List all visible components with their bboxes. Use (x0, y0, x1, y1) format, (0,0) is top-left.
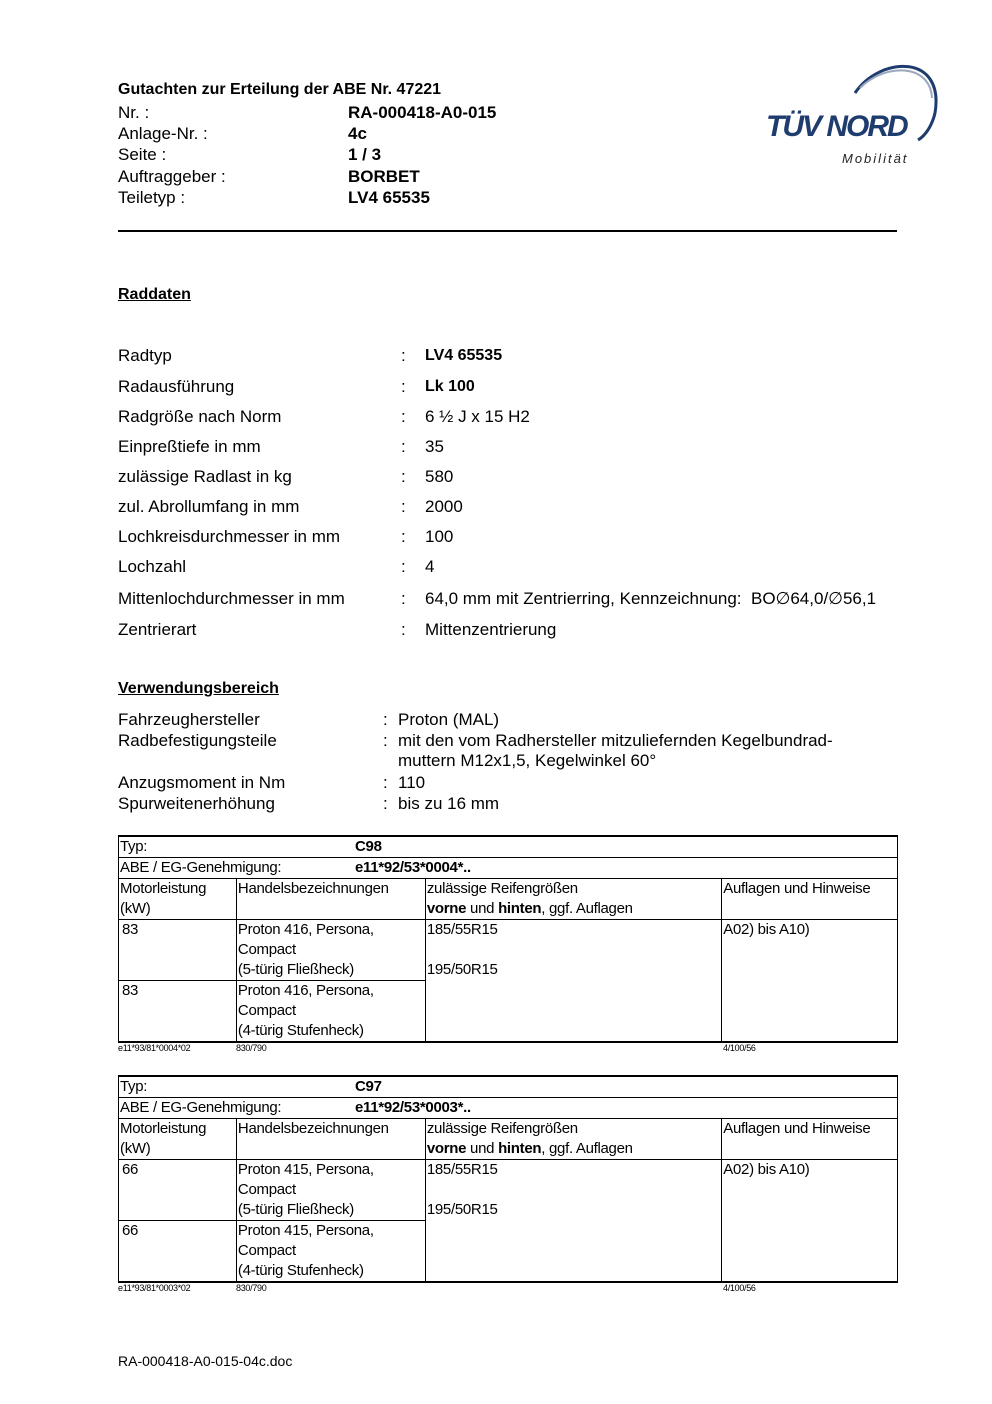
name-cell (236, 1160, 425, 1221)
body: (5-türig Fließheck) (237, 1201, 354, 1218)
col-reifen (425, 1119, 721, 1160)
table-row (119, 1160, 898, 1221)
verwendung-label: Fahrzeughersteller (118, 710, 260, 729)
raddaten-label: Lochzahl (118, 557, 187, 576)
verwendung-value: mit den vom Radhersteller mitzuliefernden Kegelbundrad-muttern M12x1,5, Kegelwinkel 60° (398, 731, 833, 770)
logo-name: TÜV NORD (766, 110, 907, 143)
verwendung-heading: Verwendungsbereich (118, 680, 279, 697)
colon: : (401, 589, 406, 608)
header-label-auftraggeber: Auftraggeber : (118, 167, 226, 186)
name: Proton 415, Persona, Compact (237, 1222, 374, 1259)
col-auflagen: Auflagen und Hinweise (722, 1119, 898, 1160)
typ-label: Typ: (120, 838, 148, 855)
col-reifen (425, 879, 721, 920)
name: Proton 416, Persona, Compact (237, 982, 374, 1019)
body: (5-türig Fließheck) (237, 961, 354, 978)
raddaten-value: Mittenzentrierung (425, 620, 557, 639)
table-header-row (119, 1119, 898, 1160)
raddaten-label: Radgröße nach Norm (118, 407, 282, 426)
kw-cell: 66 (119, 1160, 237, 1221)
raddaten-label: Radtyp (118, 346, 172, 365)
raddaten-label: zul. Abrollumfang in mm (118, 497, 300, 516)
table-foot-code: 830/790 (236, 1043, 267, 1053)
raddaten-value: 4 (425, 557, 435, 576)
abe-label: ABE / EG-Genehmigung: (120, 1099, 282, 1116)
typ-value: C98 (355, 838, 382, 855)
col-motor: Motorleistung (kW) (119, 879, 237, 920)
raddaten-label: zulässige Radlast in kg (118, 467, 292, 486)
header-value-auftraggeber: BORBET (348, 167, 420, 186)
abe-value: e11*92/53*0004*.. (355, 859, 471, 876)
raddaten-label: Radausführung (118, 377, 235, 396)
colon: : (383, 710, 388, 729)
kw-cell: 83 (119, 981, 237, 1043)
col-reifen-a: zulässige Reifengrößen (426, 880, 578, 897)
raddaten-label: Zentrierart (118, 620, 197, 639)
header-value-anlage: 4c (348, 124, 367, 143)
logo-subtitle: Mobilität (842, 151, 909, 166)
body: (4-türig Stufenheck) (237, 1262, 364, 1279)
verwendung-label: Anzugsmoment in Nm (118, 773, 286, 792)
col-reifen-vorne: vorne (426, 1140, 467, 1157)
colon: : (401, 497, 406, 516)
colon: : (401, 620, 406, 639)
verwendung-value: Proton (MAL) (398, 710, 500, 729)
colon: : (401, 527, 406, 546)
verwendung-value: 110 (398, 773, 426, 792)
name-cell (236, 920, 425, 981)
vehicle-table-c97 (118, 1075, 898, 1283)
typ-value: C97 (355, 1078, 382, 1095)
col-motor: Motorleistung (kW) (119, 1119, 237, 1160)
kw-cell: 66 (119, 1221, 237, 1283)
table-foot-code: e11*93/81*0003*02 (118, 1283, 191, 1293)
verwendung-label: Radbefestigungsteile (118, 731, 277, 750)
auflagen-cell: A02) bis A10) (722, 1160, 898, 1283)
tyre-cell (425, 920, 721, 1043)
table-header-row (119, 879, 898, 920)
raddaten-heading: Raddaten (118, 286, 191, 303)
tyre-cell (425, 1160, 721, 1283)
document-title: Gutachten zur Erteilung der ABE Nr. 47221 (118, 81, 442, 98)
colon: : (401, 437, 406, 456)
vehicle-table-c98 (118, 835, 898, 1043)
typ-label: Typ: (120, 1078, 148, 1095)
tyre-2: 195/50R15 (426, 1201, 498, 1218)
colon: : (383, 731, 388, 750)
col-reifen-auflagen: , ggf. Auflagen (541, 900, 633, 917)
col-reifen-a: zulässige Reifengrößen (426, 1120, 578, 1137)
name: Proton 416, Persona, Compact (237, 921, 374, 958)
verwendung-value: bis zu 16 mm (398, 794, 500, 813)
col-reifen-vorne: vorne (426, 900, 467, 917)
table-row-typ (119, 836, 898, 858)
colon: : (401, 346, 406, 365)
tyre-2: 195/50R15 (426, 961, 498, 978)
tyre-1: 185/55R15 (426, 1161, 498, 1178)
table-row (119, 920, 898, 981)
body: (4-türig Stufenheck) (237, 1022, 364, 1039)
raddaten-value: 580 (425, 467, 454, 486)
abe-label: ABE / EG-Genehmigung: (120, 859, 282, 876)
col-reifen-auflagen: , ggf. Auflagen (541, 1140, 633, 1157)
raddaten-value: 100 (425, 527, 454, 546)
colon: : (401, 407, 406, 426)
colon: : (383, 773, 388, 792)
col-reifen-und: und (466, 1140, 499, 1157)
colon: : (401, 557, 406, 576)
col-reifen-hinten: hinten (498, 900, 542, 917)
header-label-nr: Nr. : (118, 103, 150, 122)
table-foot-code: 830/790 (236, 1283, 267, 1293)
table-row-abe (119, 1098, 898, 1119)
raddaten-label: Einpreßtiefe in mm (118, 437, 261, 456)
abe-value: e11*92/53*0003*.. (355, 1099, 471, 1116)
raddaten-value: 6 ½ J x 15 H2 (425, 407, 530, 426)
header-value-nr: RA-000418-A0-015 (348, 103, 497, 122)
verwendung-label: Spurweitenerhöhung (118, 794, 275, 813)
tyre-1: 185/55R15 (426, 921, 498, 938)
table-foot-code: 4/100/56 (723, 1043, 756, 1053)
header-divider (118, 230, 897, 232)
colon: : (401, 377, 406, 396)
col-auflagen: Auflagen und Hinweise (722, 879, 898, 920)
name-cell (236, 981, 425, 1043)
table-row-typ (119, 1076, 898, 1098)
col-reifen-und: und (466, 900, 499, 917)
col-handel: Handelsbezeichnungen (236, 1119, 425, 1160)
colon: : (401, 467, 406, 486)
header-label-anlage: Anlage-Nr. : (118, 124, 208, 143)
col-reifen-hinten: hinten (498, 1140, 542, 1157)
colon: : (383, 794, 388, 813)
raddaten-label: Mittenlochdurchmesser in mm (118, 589, 345, 608)
header-label-teiletyp: Teiletyp : (118, 188, 186, 207)
auflagen-cell: A02) bis A10) (722, 920, 898, 1043)
kw-cell: 83 (119, 920, 237, 981)
raddaten-value: LV4 65535 (425, 347, 503, 364)
table-row-abe (119, 858, 898, 879)
tuv-nord-logo (760, 58, 940, 173)
table-foot-code: 4/100/56 (723, 1283, 756, 1293)
document-filename: RA-000418-A0-015-04c.doc (118, 1353, 293, 1369)
table-foot-code: e11*93/81*0004*02 (118, 1043, 191, 1053)
header-value-teiletyp: LV4 65535 (348, 188, 430, 207)
name-cell (236, 1221, 425, 1283)
raddaten-value: 35 (425, 437, 444, 456)
header-label-seite: Seite : (118, 145, 167, 164)
col-handel: Handelsbezeichnungen (236, 879, 425, 920)
raddaten-value: Lk 100 (425, 378, 475, 395)
raddaten-value: 2000 (425, 497, 463, 516)
header-value-seite: 1 / 3 (348, 145, 382, 164)
raddaten-label: Lochkreisdurchmesser in mm (118, 527, 341, 546)
raddaten-value: 64,0 mm mit Zentrierring, Kennzeichnung: BO∅64,0/∅56,1 (425, 589, 877, 608)
name: Proton 415, Persona, Compact (237, 1161, 374, 1198)
